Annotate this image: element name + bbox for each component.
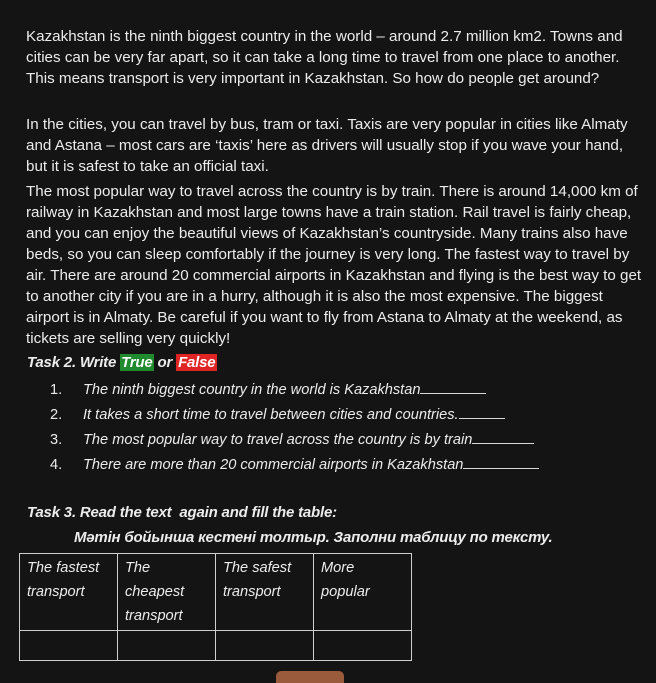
header-safest: The safest transport: [216, 554, 314, 631]
item-number: 3.: [50, 432, 63, 448]
item-statement: The most popular way to travel across the country is by train: [83, 432, 473, 448]
item-statement: There are more than 20 commercial airports in Kazakhstan: [83, 457, 464, 473]
text-paragraph-3: The most popular way to travel across the country is by train. There is around 14,000 km of railway in Kazakhstan and most large towns have a train station. Rail travel is fairly cheap, and you can enjoy the beautiful views of Kazakhstan’s countryside. Many trains also have beds, so you can sleep comfortably if the journey is very long. The fastest way to travel by air. There are around 20 commercial airports in Kazakhstan and flying is the best way to get to another city if you are in a hurry, although it is also the most expensive. The biggest airport is in Almaty. Be careful if you want to fly from Astana to Almaty at the weekend, as tickets are selling very quickly!: [26, 183, 642, 347]
header-cheapest: The cheapest transport: [118, 554, 216, 631]
item-number: 4.: [50, 457, 63, 473]
answer-cell-safest[interactable]: [216, 631, 314, 661]
header-fastest: The fastest transport: [20, 554, 118, 631]
list-item: [50, 378, 539, 403]
item-statement: The ninth biggest country in the world is Kazakhstan: [83, 382, 421, 398]
false-highlight: False: [178, 354, 216, 371]
bottom-tab-handle[interactable]: [276, 671, 344, 683]
task3-title: Task 3. Read the text again and fill the table:: [27, 504, 337, 521]
true-false-list: [50, 378, 539, 478]
table-row: [20, 631, 412, 661]
table-header-row: [20, 554, 412, 631]
answer-cell-fastest[interactable]: [20, 631, 118, 661]
list-item: [50, 453, 539, 478]
text-paragraph-1: Kazakhstan is the ninth biggest country in the world – around 2.7 million km2. Towns and cities can be very far apart, so it can take a long time to travel from one place to another. This means transport is very important in Kazakhstan. So how do people get around?: [26, 28, 623, 87]
answer-blank[interactable]: [472, 429, 534, 444]
item-number: 1.: [50, 382, 63, 398]
task3-subtitle: Мәтін бойынша кестені толтыр. Заполни таблицу по тексту.: [74, 529, 553, 546]
list-item: [50, 428, 539, 453]
task2-title: [27, 353, 217, 373]
list-item: [50, 403, 539, 428]
answer-cell-popular[interactable]: [314, 631, 412, 661]
answer-blank[interactable]: [420, 379, 486, 394]
text-paragraph-2: In the cities, you can travel by bus, tram or taxi. Taxis are very popular in cities like Almaty and Astana – most cars are ‘taxis’ here as drivers will usually stop if you wave your hand, but it is safest to take an official taxi.: [26, 116, 628, 175]
item-statement: It takes a short time to travel between cities and countries.: [83, 407, 459, 423]
answer-blank[interactable]: [459, 404, 505, 419]
item-number: 2.: [50, 407, 63, 423]
fill-table: [19, 553, 412, 661]
answer-cell-cheapest[interactable]: [118, 631, 216, 661]
task2-prefix: Task 2. Write: [27, 354, 121, 371]
task2-or: or: [153, 354, 177, 371]
answer-blank[interactable]: [463, 454, 539, 469]
header-popular: More popular: [314, 554, 412, 631]
true-highlight: True: [121, 354, 153, 371]
